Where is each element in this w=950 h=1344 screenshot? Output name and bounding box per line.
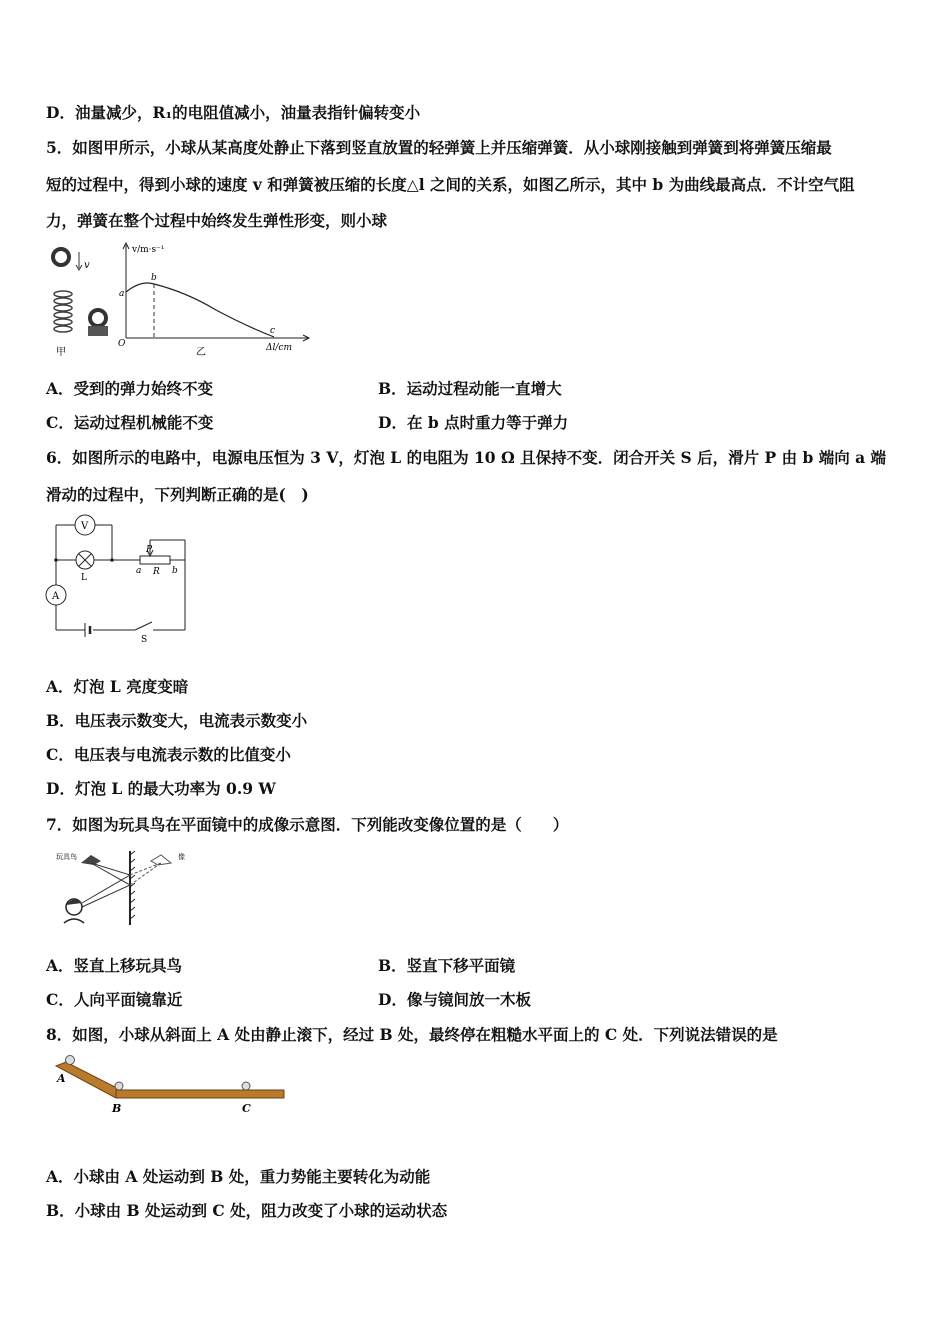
q6-option-b: B．电压表示数变大，电流表示数变小 bbox=[46, 711, 308, 730]
q7-option-c: C．人向平面镜靠近 bbox=[46, 990, 183, 1009]
q5-option-c: C．运动过程机械能不变 bbox=[46, 413, 214, 432]
q5-x-axis-label: Δl/cm bbox=[266, 343, 292, 353]
q6-option-c: C．电压表与电流表示数的比值变小 bbox=[46, 745, 291, 764]
q5-option-b: B．运动过程动能一直增大 bbox=[378, 379, 562, 398]
q5-stem-line1: 5．如图甲所示，小球从某高度处静止下落到竖直放置的轻弹簧上并压缩弹簧．从小球刚接触到弹簧到将弹簧压缩最 bbox=[46, 138, 832, 157]
q6-b-end-label: b bbox=[172, 566, 178, 576]
q7-option-b: B．竖直下移平面镜 bbox=[378, 956, 516, 975]
q6-p-label: P bbox=[146, 545, 153, 555]
q5-stem-line3: 力，弹簧在整个过程中始终发生弹性形变，则小球 bbox=[46, 211, 388, 230]
velocity-curve bbox=[126, 283, 274, 337]
q8-option-b: B．小球由 B 处运动到 C 处，阻力改变了小球的运动状态 bbox=[46, 1201, 448, 1220]
q6-r-label: R bbox=[153, 567, 160, 577]
q5-y-axis-label: v/m·s⁻¹ bbox=[132, 245, 165, 255]
q5-option-a: A．受到的弹力始终不变 bbox=[46, 379, 214, 398]
incline-surface bbox=[56, 1062, 121, 1098]
q6-stem-line2: 滑动的过程中，下列判断正确的是( ) bbox=[46, 485, 309, 504]
q7-image-label: 像 bbox=[178, 853, 185, 861]
q6-v-label: V bbox=[81, 521, 89, 532]
q8-b-label: B bbox=[112, 1102, 122, 1115]
q8-c-label: C bbox=[242, 1102, 251, 1115]
spring-icon bbox=[54, 291, 72, 332]
q5-option-d: D．在 b 点时重力等于弹力 bbox=[378, 413, 569, 432]
q6-a-end-label: a bbox=[136, 566, 142, 576]
q5-yi-label: 乙 bbox=[196, 347, 206, 358]
q8-option-a: A．小球由 A 处运动到 B 处，重力势能主要转化为动能 bbox=[46, 1167, 431, 1186]
q5-origin-label: O bbox=[118, 339, 126, 349]
q4-option-d: D．油量减少，R₁的电阻值减小，油量表指针偏转变小 bbox=[46, 103, 421, 122]
q6-s-label: S bbox=[141, 635, 148, 645]
horizontal-surface bbox=[116, 1090, 284, 1098]
q5-point-a: a bbox=[119, 289, 125, 299]
q6-stem-line1: 6．如图所示的电路中，电源电压恒为 3 V，灯泡 L 的电阻为 10 Ω 且保持不变．闭合开关 S 后，滑片 P 由 b 端向 a 端 bbox=[46, 448, 887, 467]
person-icon bbox=[64, 899, 84, 923]
ball-at-b-icon bbox=[115, 1082, 123, 1090]
q8-stem: 8．如图，小球从斜面上 A 处由静止滚下，经过 B 处，最终停在粗糙水平面上的 C 处．下列说法错误的是 bbox=[46, 1025, 778, 1044]
q5-jia-label: 甲 bbox=[56, 347, 66, 358]
q5-point-b: b bbox=[151, 273, 157, 283]
q6-option-a: A．灯泡 L 亮度变暗 bbox=[46, 677, 189, 696]
q7-stem: 7．如图为玩具鸟在平面镜中的成像示意图．下列能改变像位置的是（ ） bbox=[46, 815, 569, 834]
q6-l-label: L bbox=[81, 573, 87, 583]
q5-stem-line2: 短的过程中，得到小球的速度 v 和弹簧被压缩的长度△l 之间的关系，如图乙所示，其中 b 为曲线最高点．不计空气阻 bbox=[46, 175, 855, 194]
q7-option-d: D．像与镜间放一木板 bbox=[378, 990, 531, 1009]
q7-mirror-figure bbox=[46, 845, 196, 930]
ball-icon bbox=[53, 249, 69, 265]
q5-point-c: c bbox=[270, 326, 276, 336]
q6-option-d: D．灯泡 L 的最大功率为 0.9 W bbox=[46, 779, 276, 798]
ball-at-a-icon bbox=[66, 1056, 75, 1065]
q7-option-a: A．竖直上移玩具鸟 bbox=[46, 956, 183, 975]
q8-incline-figure bbox=[46, 1052, 291, 1117]
q6-circuit-figure bbox=[40, 510, 200, 645]
q7-bird-label: 玩具鸟 bbox=[56, 853, 77, 861]
q8-a-label: A bbox=[57, 1072, 66, 1085]
ball-at-c-icon bbox=[242, 1082, 250, 1090]
q6-a-label: A bbox=[52, 591, 60, 602]
q5-v-label: v bbox=[84, 260, 90, 271]
q5-figure bbox=[46, 240, 316, 360]
